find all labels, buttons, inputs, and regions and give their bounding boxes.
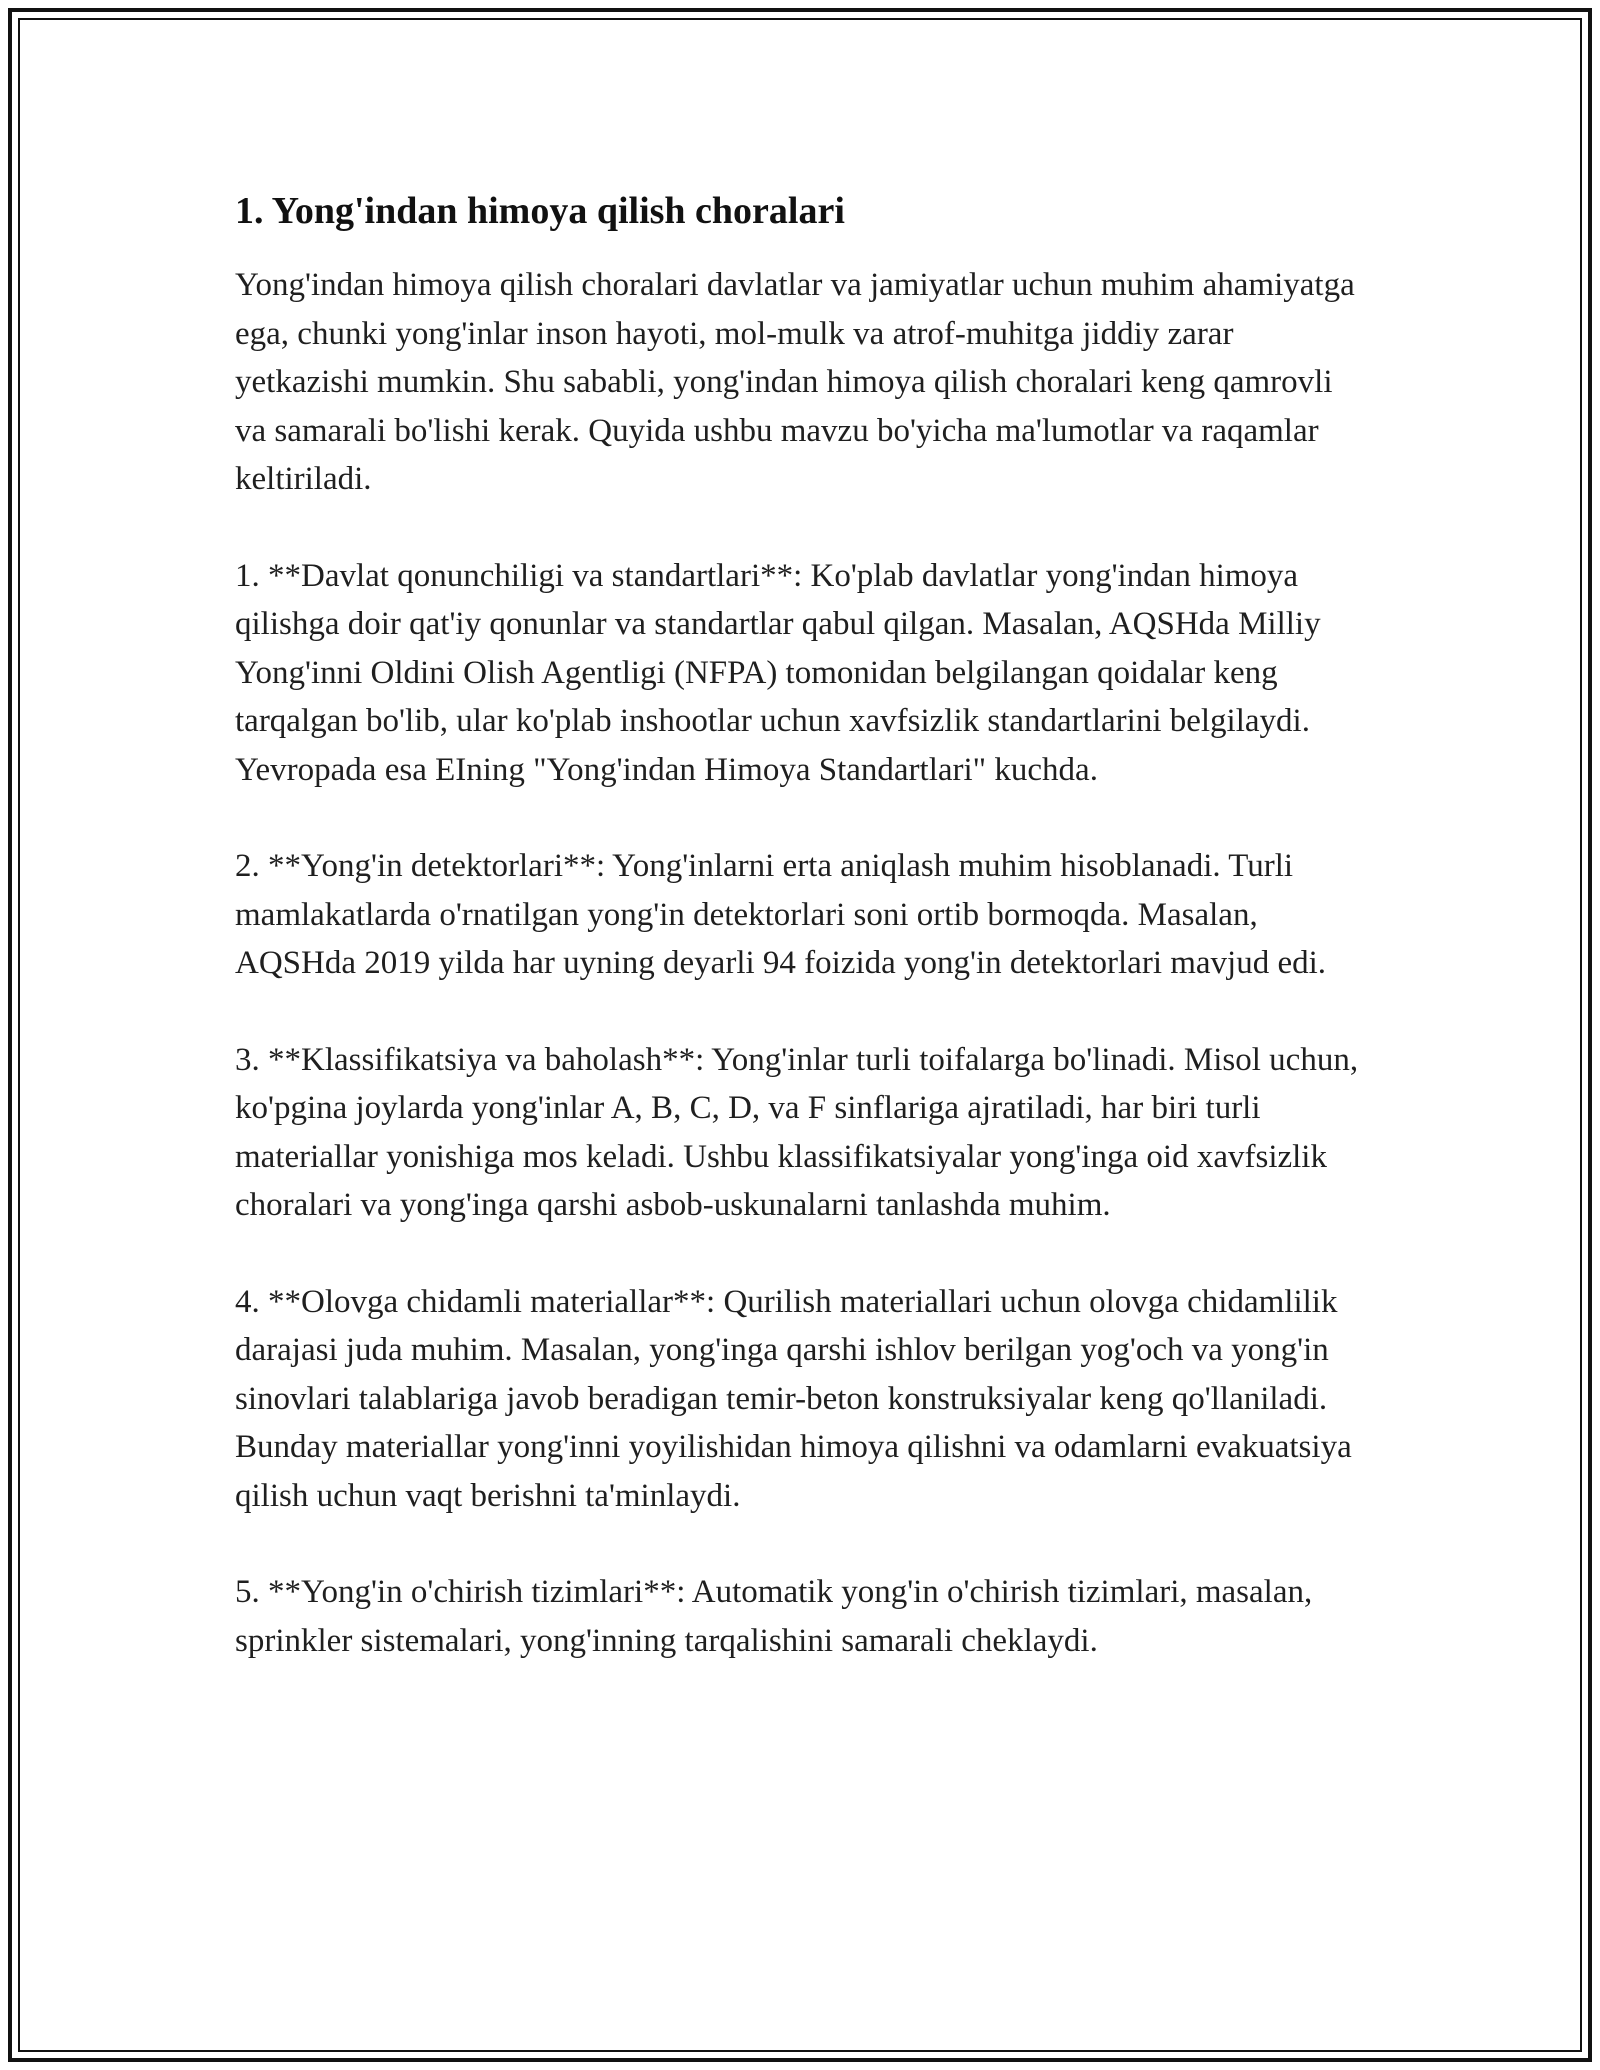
paragraph-extinguishing-systems: 5. **Yong'in o'chirish tizimlari**: Automatik yong'in o'chirish tizimlari, masalan, sprinkler sistemalari, yong'inning tarqalishini samarali cheklaydi. [235, 1574, 1313, 1659]
intro-paragraph: Yong'indan himoya qilish choralari davlatlar va jamiyatlar uchun muhim ahamiyatga ega, chunki yong'inlar inson hayoti, mol-mulk va atrof-muhitga jiddiy zarar yetkazishi mumkin. Shu sababli, yong'indan himoya qilish choralari keng qamrovli va samarali bo'lishi kerak. Quyida ushbu mavzu bo'yicha ma'lumotlar va raqamlar keltiriladi. [235, 267, 1355, 497]
document-body [235, 185, 1365, 1713]
paragraph-detectors: 2. **Yong'in detektorlari**: Yong'inlarni erta aniqlash muhim hisoblanadi. Turli mamlakatlarda o'rnatilgan yong'in detektorlari soni ortib bormoqda. Masalan, AQSHda 2019 yilda har uyning deyarli 94 foizida yong'in detektorlari mavjud edi. [235, 848, 1327, 981]
paragraph-fire-resistant-materials: 4. **Olovga chidamli materiallar**: Qurilish materiallari uchun olovga chidamlilik darajasi juda muhim. Masalan, yong'inga qarshi ishlov berilgan yog'och va yong'in sinovlari talablariga javob beradigan temir-beton konstruksiyalar keng qo'llaniladi. Bunday materiallar yong'inni yoyilishidan himoya qilishni va odamlarni evakuatsiya qilish uchun vaqt berishni ta'minlaydi. [235, 1283, 1352, 1514]
section-heading: 1. Yong'indan himoya qilish choralari [235, 190, 845, 232]
paragraph-legislation: 1. **Davlat qonunchiligi va standartlari**: Ko'plab davlatlar yong'indan himoya qilishga doir qat'iy qonunlar va standartlar qabul qilgan. Masalan, AQSHda Milliy Yong'inni Oldini Olish Agentligi (NFPA) tomonidan belgilangan qoidalar keng tarqalgan bo'lib, ular ko'plab inshootlar uchun xavfsizlik standartlarini belgilaydi. Yevropada esa EIning "Yong'indan Himoya Standartlari" kuchda. [235, 557, 1321, 788]
paragraph-classification: 3. **Klassifikatsiya va baholash**: Yong'inlar turli toifalarga bo'linadi. Misol uchun, ko'pgina joylarda yong'inlar A, B, C, D, va F sinflariga ajratiladi, har biri turli materiallar yonishiga mos keladi. Ushbu klassifikatsiyalar yong'inga oid xavfsizlik choralari va yong'inga qarshi asbob-uskunalarni tanlashda muhim. [235, 1041, 1359, 1223]
